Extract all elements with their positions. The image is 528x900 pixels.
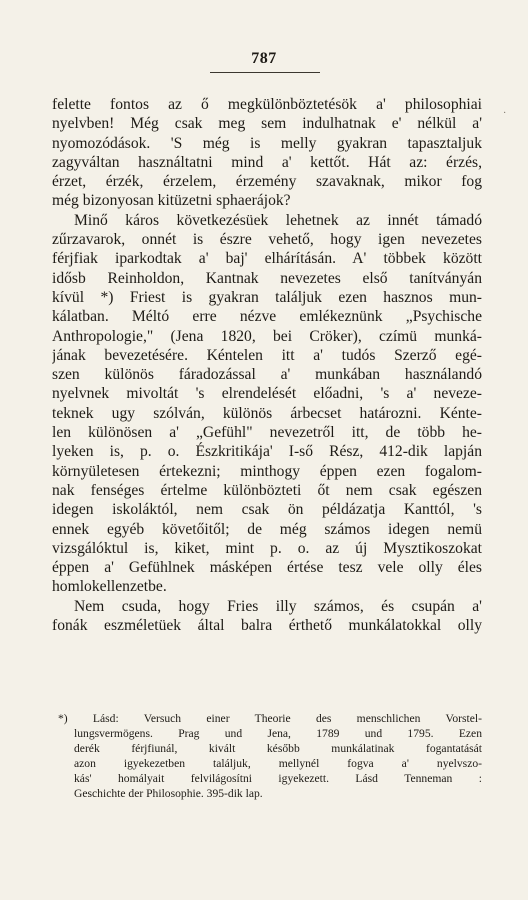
text-line: Anthropologie," (Jena 1820, bei Cröker), czímü munká- (52, 327, 482, 345)
footnote-line: kás' homályait felvilágosítni igyekezett. Lásd Tenneman : (74, 771, 482, 785)
text-line: szen különös fáradozással a' munkában használandó (52, 366, 482, 384)
footnote (52, 712, 482, 801)
text-line: kálatban. Méltó erre nézve emlékeznünk „Psychische (52, 308, 482, 326)
text-line: nak fenséges értelme különbözteti őt nem csak egészen (52, 481, 482, 499)
text-line: zagyváltan használtatni mind a' kettőt. Hát az: érzés, (52, 153, 482, 171)
text-line: len különösen a' „Gefühl" nevezetről itt, de több he- (52, 424, 482, 442)
body-text (52, 95, 482, 635)
text-line: idegen iskoláktól, nem csak ön példázatja Kanttól, 's (52, 501, 482, 519)
text-line: fonák eszméletüek által balra érthető munkálatokkal olly (52, 617, 482, 635)
text-line: környületesen értekezni; minthogy éppen ezen fogalom- (52, 462, 482, 480)
text-line: még bizonyosan kitüzetni sphaerájok? (52, 192, 291, 210)
text-line: érzet, érzék, érzelem, érzemény szavaknak, mikor fog (52, 173, 482, 191)
text-line: vizsgálóktul is, kiket, mint p. o. az új Mysztikoszokat (52, 539, 482, 557)
footnote-line: lungsvermögens. Prag und Jena, 1789 und 1795. Ezen (74, 726, 482, 740)
text-line: Minő káros következésüek lehetnek az innét támadó (74, 211, 482, 229)
text-line: teknek ugy szólván, különös árbecset határozni. Kénte- (52, 404, 482, 422)
text-line: homlokellenzetbe. (52, 578, 167, 596)
footnote-line: azon igyekezetben találjuk, mellynél fogva a' nyelvszo- (74, 756, 482, 770)
text-line: ennek egyéb követőitől; de még számos idegen nemü (52, 520, 482, 538)
text-line: jának bevezetésére. Kéntelen itt a' tudós Szerző egé- (52, 346, 482, 364)
text-line: nyelvnek mivoltát 's elrendelését előadni, 's a' neveze- (52, 385, 482, 403)
text-line: kívül *) Friest is gyakran találjuk ezen hasznos mun- (52, 288, 482, 306)
footnote-line: Geschichte der Philosophie. 395-dik lap. (74, 786, 263, 800)
text-line: felette fontos az ő megkülönböztetésök a' philosophiai (52, 96, 482, 113)
margin-mark: · (503, 108, 507, 119)
text-line: Nem csuda, hogy Fries illy számos, és csupán a' (74, 597, 482, 615)
page-number: 787 (251, 50, 277, 67)
footnote-line: *) Lásd: Versuch einer Theorie des menschlichen Vorstel- (58, 712, 482, 725)
text-line: zűrzavarok, onnét is észre vehető, hogy igen nevezetes (52, 231, 482, 249)
text-line: férjfiak iparkodtak a' baj' elhárításán. A' többek között (52, 250, 482, 268)
text-line: lyeken is, p. o. Észkritikája' I-ső Rész, 412-dik lapján (52, 443, 482, 461)
header-rule (210, 72, 320, 73)
footnote-line: derék férjfiunál, kivált később munkálatinak fogantatását (74, 741, 482, 755)
text-line: idősb Reinholdon, Kantnak nevezetes első tanítványán (52, 269, 482, 287)
text-line: nyomozódások. 'S még is melly gyakran tapasztaljuk (52, 134, 482, 152)
text-line: nyelvben! Még csak meg sem indulhatnak e' nélkül a' (52, 115, 482, 133)
text-line: éppen a' Gefühlnek másképen értése tesz vele olly éles (52, 559, 482, 577)
